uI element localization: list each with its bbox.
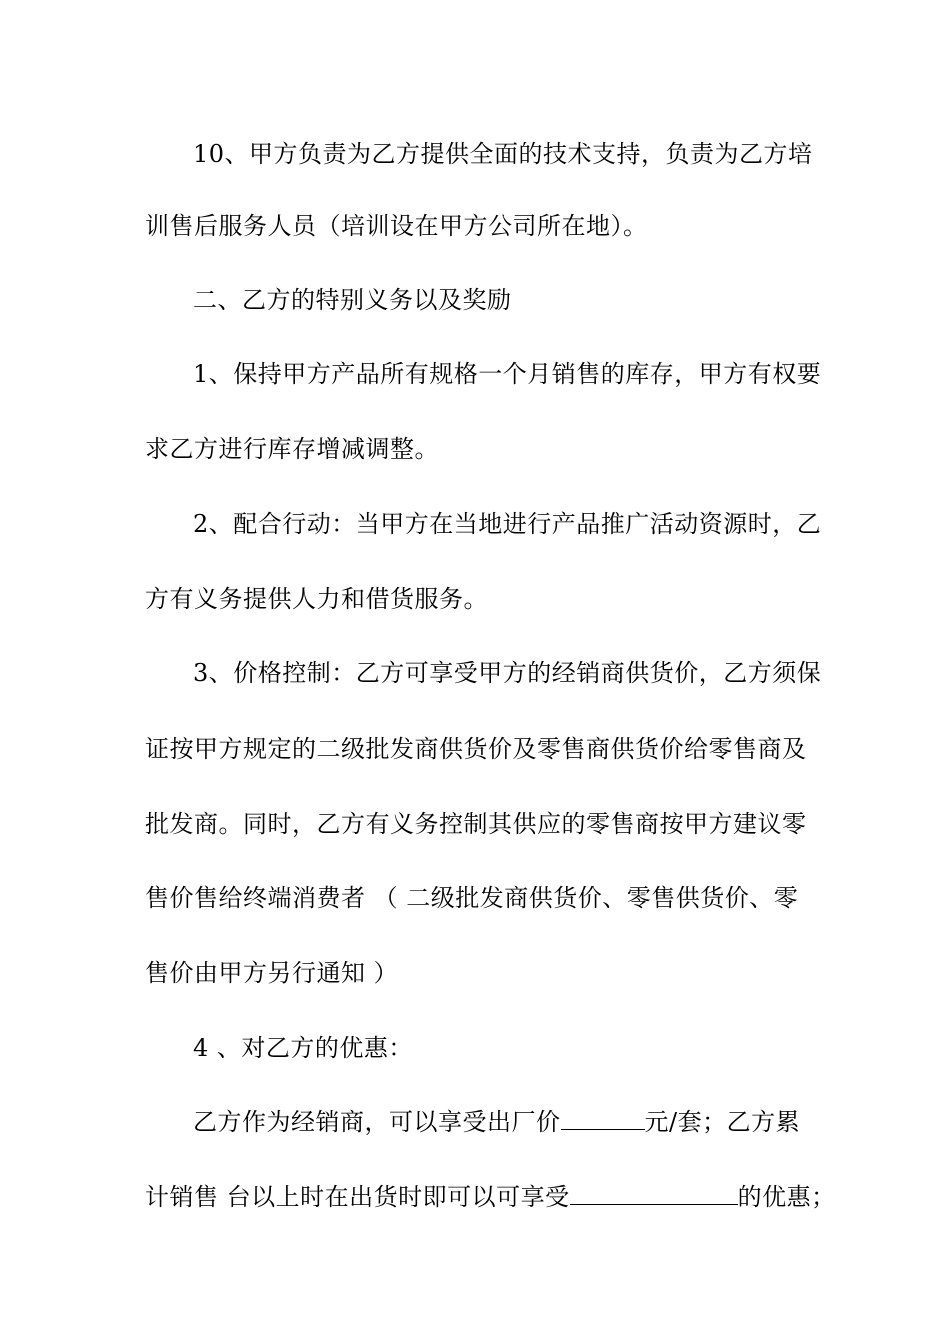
paragraph-line: 售价售给终端消费者 （ 二级批发商供货价、零售供货价、零: [145, 884, 799, 912]
text-segment: 计销售 台以上时在出货时即可以可享受: [145, 1183, 570, 1211]
text-segment: 乙方作为经销商，可以享受出厂价: [193, 1108, 561, 1136]
paragraph-line: 售价由甲方另行通知 ）: [145, 959, 399, 987]
paragraph-line: 方有义务提供人力和借货服务。: [145, 585, 488, 613]
fill-in-blank: [570, 1182, 738, 1205]
paragraph-line: 2、配合行动：当甲方在当地进行产品推广活动资源时，乙: [193, 510, 822, 538]
paragraph-line-with-blank: [145, 1181, 836, 1213]
paragraph-line: 10、甲方负责为乙方提供全面的技术支持，负责为乙方培: [193, 140, 813, 168]
paragraph-line: 4 、对乙方的优惠：: [193, 1034, 413, 1062]
paragraph-line: 批发商。同时，乙方有义务控制其供应的零售商按甲方建议零: [145, 810, 807, 838]
paragraph-line: 求乙方进行库存增减调整。: [145, 435, 439, 463]
paragraph-line: 训售后服务人员（培训设在甲方公司所在地）。: [145, 212, 648, 240]
section-heading: 二、乙方的特别义务以及奖励: [193, 286, 512, 314]
text-segment: 的优惠；: [737, 1183, 836, 1211]
paragraph-line: 证按甲方规定的二级批发商供货价及零售商供货价给零售商及: [145, 735, 807, 763]
paragraph-line-with-blank: [193, 1106, 810, 1138]
paragraph-line: 1、保持甲方产品所有规格一个月销售的库存，甲方有权要: [193, 360, 822, 388]
paragraph-line: 3、价格控制：乙方可享受甲方的经销商供货价，乙方须保: [193, 659, 822, 687]
text-segment: 元/套；乙方累: [644, 1108, 801, 1136]
fill-in-blank: [561, 1107, 645, 1130]
